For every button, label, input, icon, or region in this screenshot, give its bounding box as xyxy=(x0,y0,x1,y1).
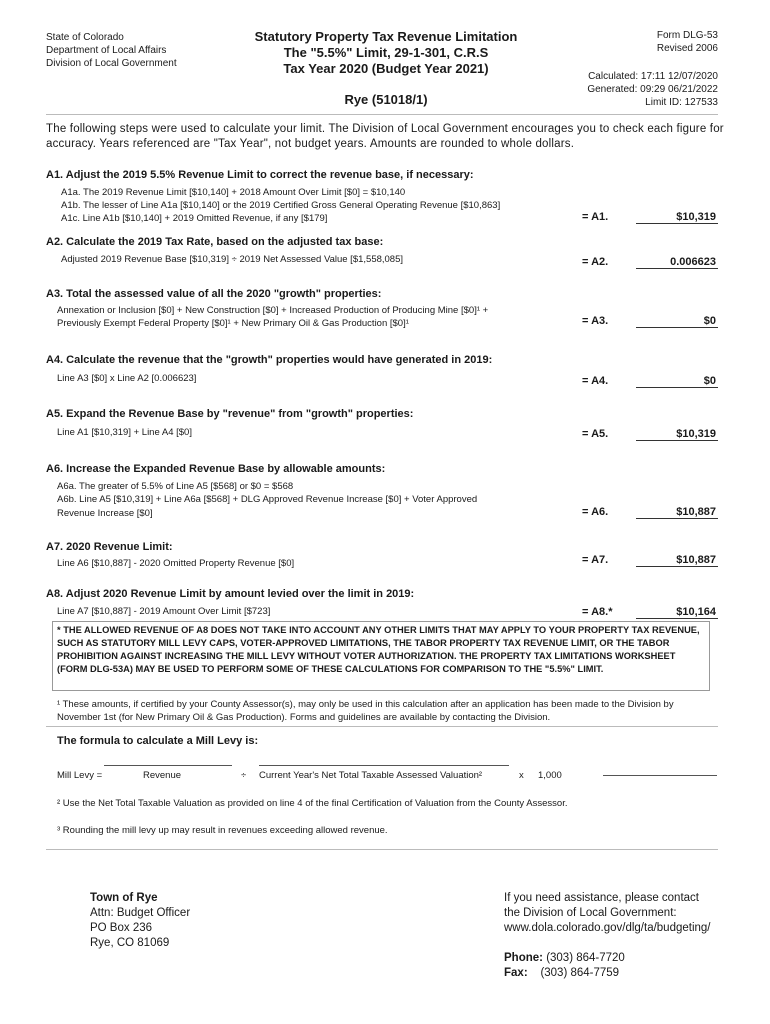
limit-id: Limit ID: 127533 xyxy=(645,97,718,108)
agency-block xyxy=(46,31,177,70)
step-a1-line: A1c. Line A1b [$10,140] + 2019 Omitted Revenue, if any [$179] xyxy=(61,213,328,224)
step-a8-line: Line A7 [$10,887] - 2019 Amount Over Limit [$723] xyxy=(57,606,271,617)
agency-line: Division of Local Government xyxy=(46,58,177,69)
formula-thousand: 1,000 xyxy=(538,770,562,781)
footnote-divider xyxy=(46,726,718,727)
assist-url[interactable]: www.dola.colorado.gov/dlg/ta/budgeting/ xyxy=(504,922,711,934)
assistance-block xyxy=(504,891,711,981)
step-a7-line: Line A6 [$10,887] - 2020 Omitted Property Revenue [$0] xyxy=(57,558,295,569)
step-a5-label: = A5. xyxy=(582,428,609,440)
form-revised: Revised 2006 xyxy=(656,43,718,54)
address-attn: Attn: Budget Officer xyxy=(90,907,191,919)
step-a1-label: = A1. xyxy=(582,211,609,223)
step-a3-value: $0 xyxy=(636,315,718,328)
step-a2-value: 0.006623 xyxy=(636,256,718,269)
formula-rule-revenue xyxy=(104,765,232,766)
generated-time: Generated: 09:29 06/21/2022 xyxy=(587,84,718,95)
step-a8-value: $10,164 xyxy=(636,606,718,619)
form-title: Statutory Property Tax Revenue Limitation The "5.5%" Limit, 29-1-301, C.R.S Tax Year 2020 (Budget Year 2021) xyxy=(254,29,518,76)
step-a1-line: A1a. The 2019 Revenue Limit [$10,140] + 2018 Amount Over Limit [$0] = $10,140 xyxy=(61,187,406,198)
entity-name: Rye (51018/1) xyxy=(344,92,428,107)
agency-line: State of Colorado xyxy=(46,32,124,43)
calc-info xyxy=(540,70,718,109)
footnote-2: ² Use the Net Total Taxable Valuation as provided on line 4 of the final Certification of Valuation from the County Assessor. xyxy=(57,798,568,809)
formula-result-line xyxy=(603,775,717,776)
step-a7-label: = A7. xyxy=(582,554,609,566)
step-a6-label: = A6. xyxy=(582,506,609,518)
step-a6-value: $10,887 xyxy=(636,506,718,519)
footnote-3: ³ Rounding the mill levy up may result in revenues exceeding allowed revenue. xyxy=(57,825,388,836)
phone-number: (303) 864-7720 xyxy=(546,952,625,964)
phone-row xyxy=(504,951,711,966)
assist-line: the Division of Local Government: xyxy=(504,907,677,919)
step-a3-heading: A3. Total the assessed value of all the 2020 "growth" properties: xyxy=(46,288,382,300)
step-a2-line: Adjusted 2019 Revenue Base [$10,319] ÷ 2019 Net Assessed Value [$1,558,085] xyxy=(61,254,404,265)
step-a6-line: Revenue Increase [$0] xyxy=(57,508,153,519)
step-a5-line: Line A1 [$10,319] + Line A4 [$0] xyxy=(57,427,192,438)
form-info xyxy=(560,29,718,55)
step-a8-label: = A8.* xyxy=(582,606,613,618)
intro-text: The following steps were used to calculate your limit. The Division of Local Government encourages you to check each figure for accuracy. Years referenced are "Tax Year", not budget years. Amounts are rounded to whole dollars. xyxy=(46,123,724,150)
address-city: Rye, CO 81069 xyxy=(90,937,170,949)
warning-text: * THE ALLOWED REVENUE OF A8 DOES NOT TAKE INTO ACCOUNT ANY OTHER LIMITS THAT MAY APPLY TO YOUR PROPERTY TAX REVENUE, SUCH AS STATUTORY MILL LEVY CAPS, VOTER-APPROVED LIMITATIONS, THE TABOR PROPERTY TAX REVENUE LIMIT, OR THE TABOR PROHIBITION AGAINST INCREASING THE MILL LEVY WITHOUT VOTER AUTHORIZATION. THE PROPERTY TAX LIMITATIONS WORKSHEET (FORM DLG-53A) MAY BE USED TO PERFORM SOME OF THESE CALCULATIONS FOR COMPARISON TO THE "5.5%" LIMIT. xyxy=(57,625,700,674)
step-a2-label: = A2. xyxy=(582,256,609,268)
step-a5-value: $10,319 xyxy=(636,428,718,441)
form-number: Form DLG-53 xyxy=(656,30,718,41)
step-a1-value: $10,319 xyxy=(636,211,718,224)
step-a4-label: = A4. xyxy=(582,375,609,387)
step-a7-value: $10,887 xyxy=(636,554,718,567)
assist-line: If you need assistance, please contact xyxy=(504,892,699,904)
address-name: Town of Rye xyxy=(90,892,158,904)
step-a1-line: A1b. The lesser of Line A1a [$10,140] or the 2019 Certified Gross General Operating Revenue [$10,863] xyxy=(61,200,501,211)
step-a6-heading: A6. Increase the Expanded Revenue Base by allowable amounts: xyxy=(46,463,386,475)
header-divider xyxy=(46,114,718,115)
step-a6-line: A6a. The greater of 5.5% of Line A5 [$568] or $0 = $568 xyxy=(57,481,294,492)
formula-times: x xyxy=(519,770,524,781)
step-a4-line: Line A3 [$0] x Line A2 [0.006623] xyxy=(57,373,197,384)
step-a6-line: A6b. Line A5 [$10,319] + Line A6a [$568] + DLG Approved Revenue Increase [$0] + Voter Approved xyxy=(57,494,478,505)
step-a2-heading: A2. Calculate the 2019 Tax Rate, based on the adjusted tax base: xyxy=(46,236,384,248)
step-a3-line: Annexation or Inclusion [$0] + New Construction [$0] + Increased Production of Producing Mine [$0]¹ + xyxy=(57,305,489,316)
step-a4-heading: A4. Calculate the revenue that the "growth" properties would have generated in 2019: xyxy=(46,354,493,366)
footnote-1: ¹ These amounts, if certified by your County Assessor(s), may only be used in this calculation after an application has been made to the Division by November 1st (for New Primary Oil & Gas Production). Forms and guidelines are available by contacting the Division. xyxy=(57,699,674,723)
mailing-address xyxy=(90,891,190,951)
step-a5-heading: A5. Expand the Revenue Base by "revenue" from "growth" properties: xyxy=(46,408,414,420)
formula-rule-valuation xyxy=(259,765,509,766)
address-box: PO Box 236 xyxy=(90,922,153,934)
warning-box xyxy=(52,621,710,691)
phone-label: Phone: xyxy=(504,952,543,964)
calculated-time: Calculated: 17:11 12/07/2020 xyxy=(588,71,718,82)
step-a8-heading: A8. Adjust 2020 Revenue Limit by amount levied over the limit in 2019: xyxy=(46,588,415,600)
step-a1-heading: A1. Adjust the 2019 5.5% Revenue Limit to correct the revenue base, if necessary: xyxy=(46,169,474,181)
step-a3-line: Previously Exempt Federal Property [$0]¹ + New Primary Oil & Gas Production [$0]¹ xyxy=(57,318,409,329)
formula-divide: ÷ xyxy=(241,770,247,781)
agency-line: Department of Local Affairs xyxy=(46,45,167,56)
formula-valuation: Current Year's Net Total Taxable Assessed Valuation² xyxy=(259,770,483,781)
formula-heading: The formula to calculate a Mill Levy is: xyxy=(57,735,259,747)
formula-revenue: Revenue xyxy=(143,770,182,781)
step-a7-heading: A7. 2020 Revenue Limit: xyxy=(46,541,173,553)
formula-mill-levy: Mill Levy = xyxy=(57,770,103,781)
footer-divider xyxy=(46,849,718,850)
fax-number: (303) 864-7759 xyxy=(540,967,620,979)
step-a4-value: $0 xyxy=(636,375,718,388)
fax-row xyxy=(504,966,711,981)
fax-label: Fax: xyxy=(504,967,528,979)
step-a3-label: = A3. xyxy=(582,315,609,327)
